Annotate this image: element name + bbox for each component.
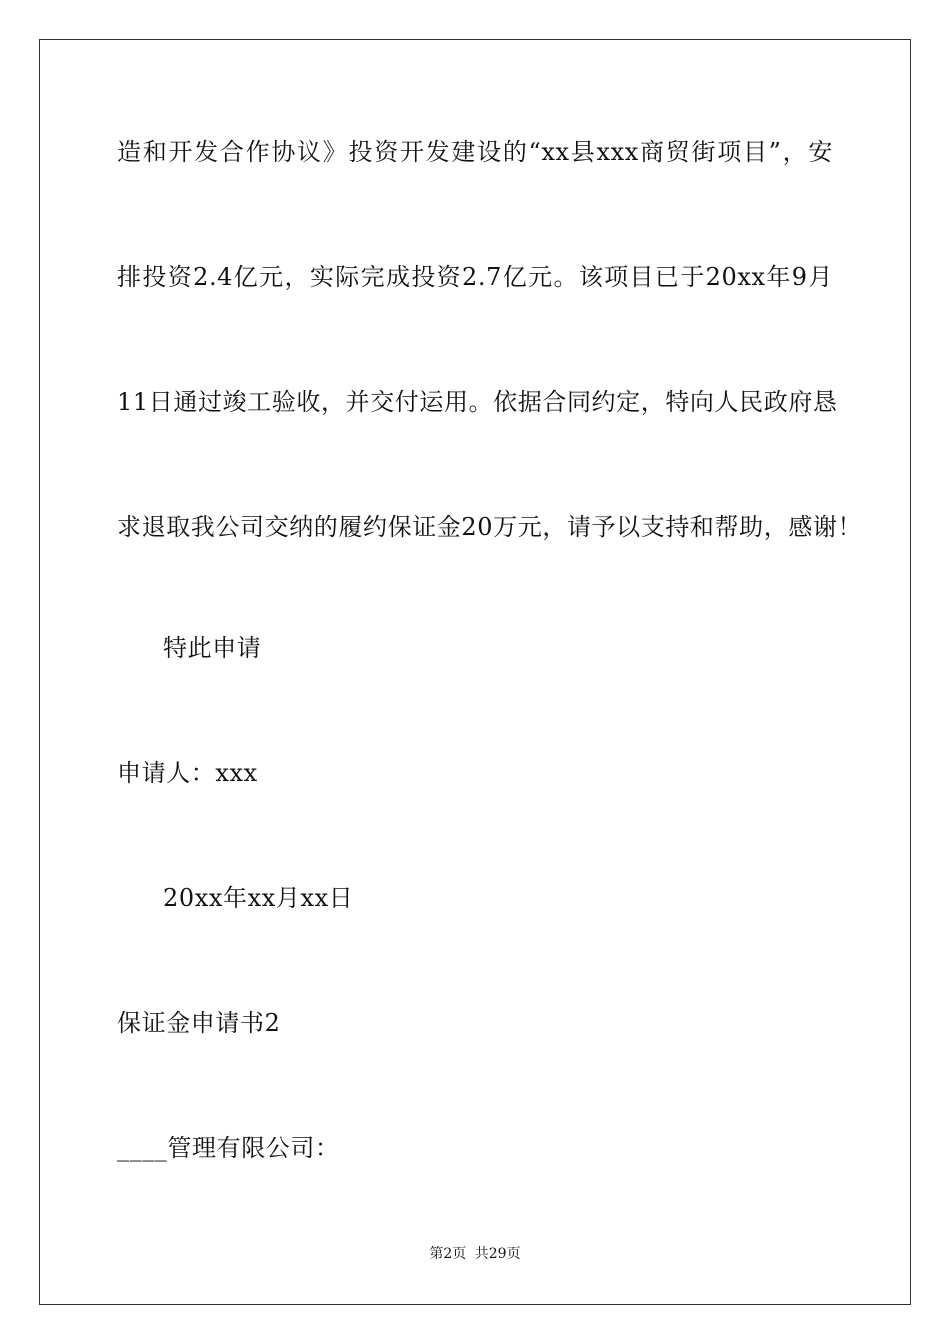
body-line-3: 11日通过竣工验收，并交付运用。依据合同约定，特向人民政府恳	[117, 388, 838, 416]
addressee-line: ____管理有限公司：	[117, 1134, 340, 1162]
total-pages: 共29页	[474, 1246, 521, 1262]
body-line-2: 排投资2.4亿元，实际完成投资2.7亿元。该项目已于20xx年9月	[117, 263, 833, 291]
page-border	[39, 39, 911, 1305]
body-line-1: 造和开发合作协议》投资开发建设的“xx县xxx商贸街项目”，安	[117, 138, 833, 166]
closing-text: 特此申请	[163, 634, 262, 662]
date-line: 20xx年xx月xx日	[163, 884, 354, 912]
applicant-line: 申请人：xxx	[117, 759, 258, 787]
section-title: 保证金申请书2	[117, 1009, 281, 1037]
body-line-4: 求退取我公司交纳的履约保证金20万元，请予以支持和帮助，感谢！	[117, 513, 863, 541]
page-number: 第2页	[429, 1246, 467, 1262]
page-footer	[0, 1245, 950, 1263]
